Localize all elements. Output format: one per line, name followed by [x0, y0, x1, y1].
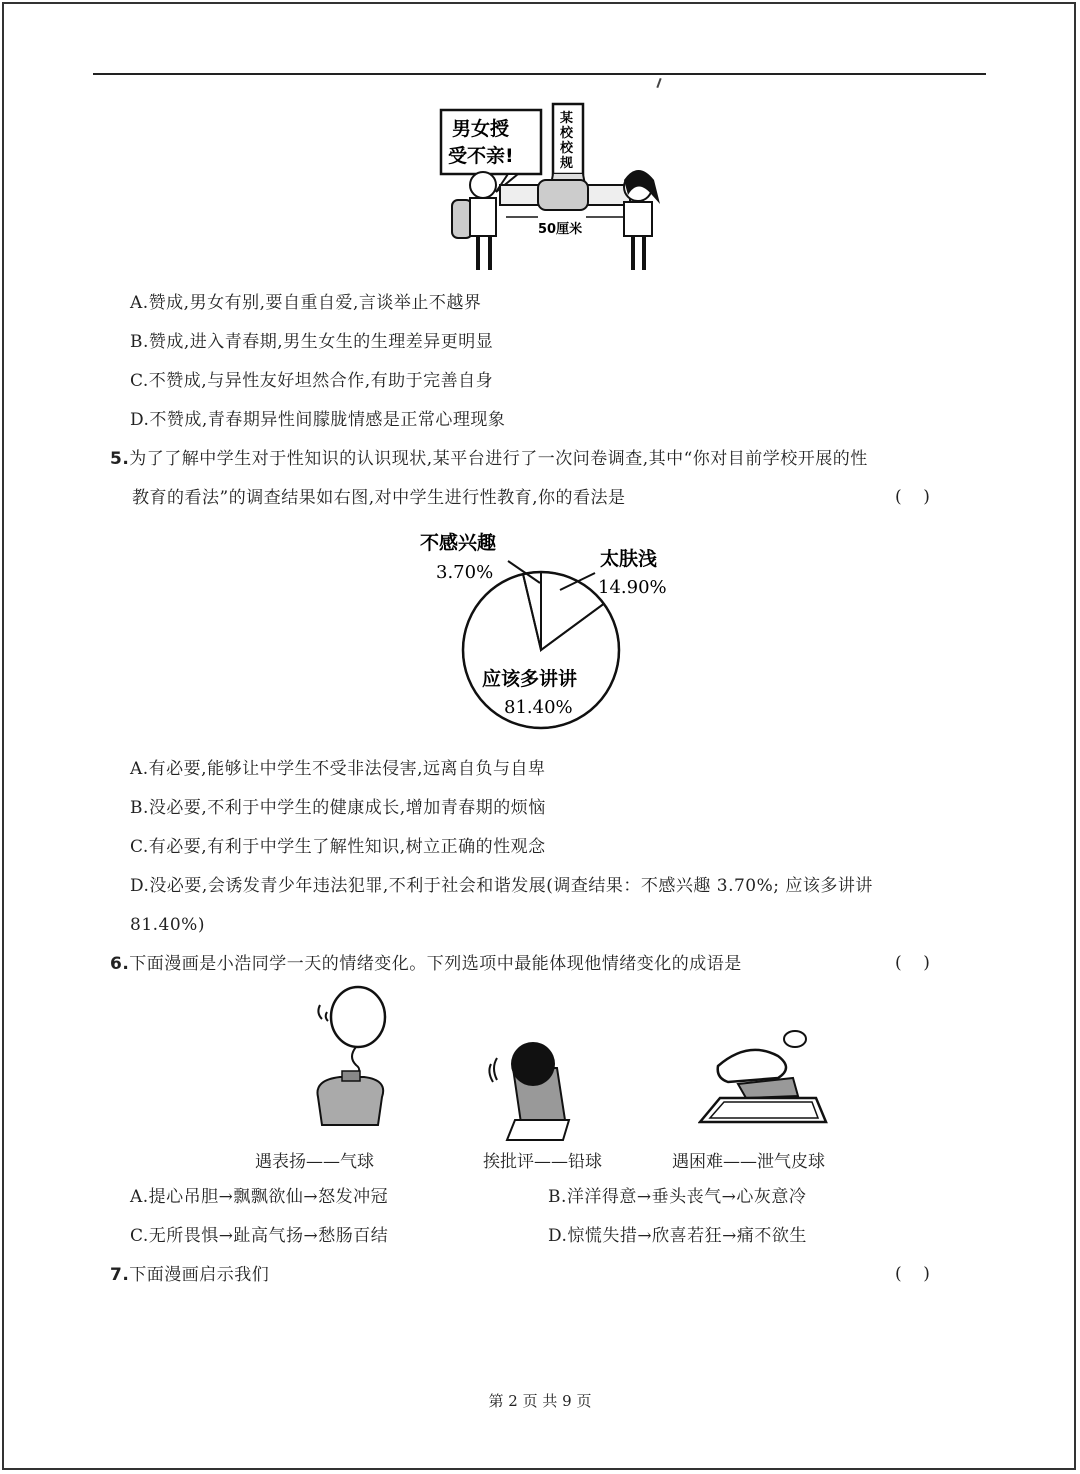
q4-option-c[interactable]: C.不赞成,与异性友好坦然合作,有助于完善自身 — [130, 371, 494, 391]
bubble-text-2: 受不亲! — [448, 145, 514, 167]
q4-option-d[interactable]: D.不赞成,青春期异性间朦胧情感是正常心理现象 — [130, 410, 506, 430]
q5-line1 — [110, 448, 868, 470]
cartoon-deflated-ball — [698, 1026, 828, 1126]
caption-praise: 遇表扬——气球 — [255, 1152, 374, 1172]
bubble-text-1: 男女授 — [452, 118, 510, 140]
q5-option-c[interactable]: C.有必要,有利于中学生了解性知识,树立正确的性观念 — [130, 837, 546, 857]
q6-option-d[interactable]: D.惊慌失措→欣喜若狂→痛不欲生 — [548, 1226, 807, 1246]
cartoon-boys-girls-ruler — [438, 100, 678, 275]
q7-text: 下面漫画启示我们 — [129, 1265, 270, 1285]
ruler-label: 50厘米 — [538, 222, 583, 237]
q5-option-a[interactable]: A.有必要,能够让中学生不受非法侵害,远离自负与自卑 — [130, 759, 546, 779]
q7-answer-paren[interactable]: ( ) — [895, 1264, 930, 1284]
q6-option-b[interactable]: B.洋洋得意→垂头丧气→心灰意冷 — [548, 1187, 807, 1207]
boy-head — [470, 172, 496, 198]
q5-option-d-cont: 81.40%) — [130, 915, 205, 935]
top-rule — [93, 73, 986, 75]
page-footer: 第 2 页 共 9 页 — [488, 1392, 592, 1410]
q6-line — [110, 953, 742, 975]
q7-line — [110, 1264, 269, 1286]
q6-number: 6. — [110, 954, 130, 974]
pie-value-shallow: 14.90% — [598, 577, 667, 598]
q6-text: 下面漫画是小浩同学一天的情绪变化。下列选项中最能体现他情绪变化的成语是 — [129, 954, 742, 974]
pie-value-not-interested: 3.70% — [436, 562, 494, 583]
caption-difficulty: 遇困难——泄气皮球 — [672, 1152, 825, 1172]
q5-answer-paren[interactable]: ( ) — [895, 487, 930, 507]
q7-number: 7. — [110, 1265, 130, 1285]
sign-char-1: 某 — [560, 111, 574, 126]
pie-label-shallow: 太肤浅 — [600, 548, 658, 570]
caption-criticism: 挨批评——铅球 — [483, 1152, 602, 1172]
q5-line2: 教育的看法”的调查结果如右图,对中学生进行性教育,你的看法是 — [132, 488, 626, 508]
q4-option-b[interactable]: B.赞成,进入青春期,男生女生的生理差异更明显 — [130, 332, 494, 352]
sign-char-4: 规 — [560, 156, 574, 171]
q5-option-d[interactable]: D.没必要,会诱发青少年违法犯罪,不利于社会和谐发展(调查结果：不感兴趣 3.70%; 应该多讲讲 — [130, 876, 873, 896]
q5-number: 5. — [110, 449, 130, 469]
q5-option-b[interactable]: B.没必要,不利于中学生的健康成长,增加青春期的烦恼 — [130, 798, 546, 818]
q6-option-a[interactable]: A.提心吊胆→飘飘欲仙→怒发冲冠 — [130, 1187, 389, 1207]
cartoon-balloon-head — [300, 985, 400, 1130]
cartoon-shot-put-head — [485, 1028, 585, 1143]
q5-text-1: 为了了解中学生对于性知识的认识现状,某平台进行了一次问卷调查,其中“你对目前学校开展的性 — [129, 449, 868, 469]
pie-label-more: 应该多讲讲 — [482, 668, 578, 690]
q6-answer-paren[interactable]: ( ) — [895, 953, 930, 973]
pie-value-more: 81.40% — [504, 697, 573, 718]
survey-pie-chart — [410, 525, 680, 750]
sign-char-2: 校 — [560, 126, 574, 141]
sign-char-3: 校 — [560, 141, 574, 156]
q6-option-c[interactable]: C.无所畏惧→趾高气扬→愁肠百结 — [130, 1226, 389, 1246]
pie-label-not-interested: 不感兴趣 — [420, 532, 497, 554]
q4-option-a[interactable]: A.赞成,男女有别,要自重自爱,言谈举止不越界 — [130, 293, 482, 313]
